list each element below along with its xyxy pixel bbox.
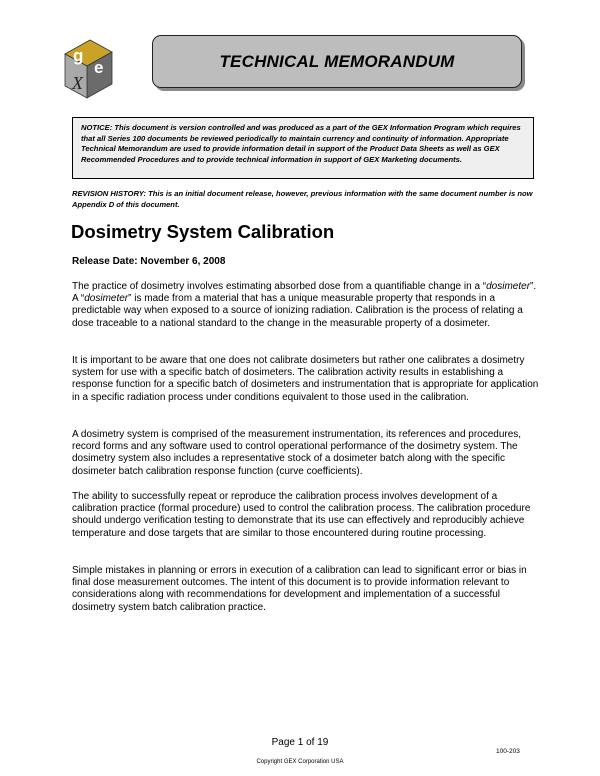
dosimeter-term: dosimeter (486, 281, 531, 292)
dosimeter-term: dosimeter (84, 293, 129, 305)
page-number: Page 1 of 19 (271, 737, 329, 748)
logo-letter-g: g (73, 46, 84, 65)
paragraph-intro: The practice of dosimetry involves estimating absorbed dose from a quantifiable change in a “dosimeter”. A “dosimeter” is made from a material that has a unique measurable property that responds in a predictable way when exposed to a source of ionizing radiation. Calibration is the process of relating a dose traceable to a national standard to the change in the measurable property of a dosimeter. (72, 281, 537, 329)
memo-title: TECHNICAL MEMORANDUM (219, 51, 455, 71)
document-heading: Dosimetry System Calibration (71, 221, 335, 242)
notice-box (72, 117, 534, 179)
gex-logo (60, 32, 134, 102)
document-number: 100-203 (496, 748, 520, 755)
logo-letter-e: e (94, 58, 104, 77)
revision-history: REVISION HISTORY: This is an initial document release, however, previous information with the same document number is now Appendix D of this document. (72, 189, 533, 209)
copyright: Copyright GEX Corporation USA (256, 759, 344, 765)
paragraph-calibration: It is important to be aware that one does not calibrate dosimeters but rather one calibrates a dosimetry system for use with a specific batch of dosimeters. The calibration activity results in establishing a response function for a specific batch of dosimeters and instrumentation that is appropriate for application in a specific radiation process under conditions equivalent to those used in the calibration. (72, 355, 539, 403)
paragraph-system: A dosimetry system is comprised of the measurement instrumentation, its references and procedures, record forms and any software used to control operational performance of the dosimetry system. The dosimetry system also includes a representative stock of a dosimeter batch along with the specific dosimeter batch calibration response function (curve coefficients). (72, 429, 522, 477)
logo-letter-x: X (72, 73, 83, 93)
paragraph-intent: Simple mistakes in planning or errors in execution of a calibration can lead to significant error or bias in final dose measurement outcomes. The intent of this document is to provide information relevant to considerations along with recommendations for development and implementation of a successful dosimetry system batch calibration practice. (72, 565, 527, 613)
paragraph-reproducibility: The ability to successfully repeat or reproduce the calibration process involves development of a calibration practice (formal procedure) used to control the calibration process. The calibration procedure should undergo verification testing to demonstrate that its use can effectively and reproducibly achieve temperature and dose targets that are similar to those encountered during routine processing. (72, 491, 531, 539)
release-date: Release Date: November 6, 2008 (72, 256, 226, 267)
title-banner (152, 35, 522, 88)
notice-text: NOTICE: This document is version controlled and was produced as a part of the GEX Information Program which requires that all Series 100 documents be reviewed periodically to maintain currency and continuity of information. Appropriate Technical Memorandum are used to provide information detail in support of the Product Data Sheets as well as GEX Recommended Procedures and to provide technical information in support of GEX Marketing documents. (81, 123, 521, 164)
